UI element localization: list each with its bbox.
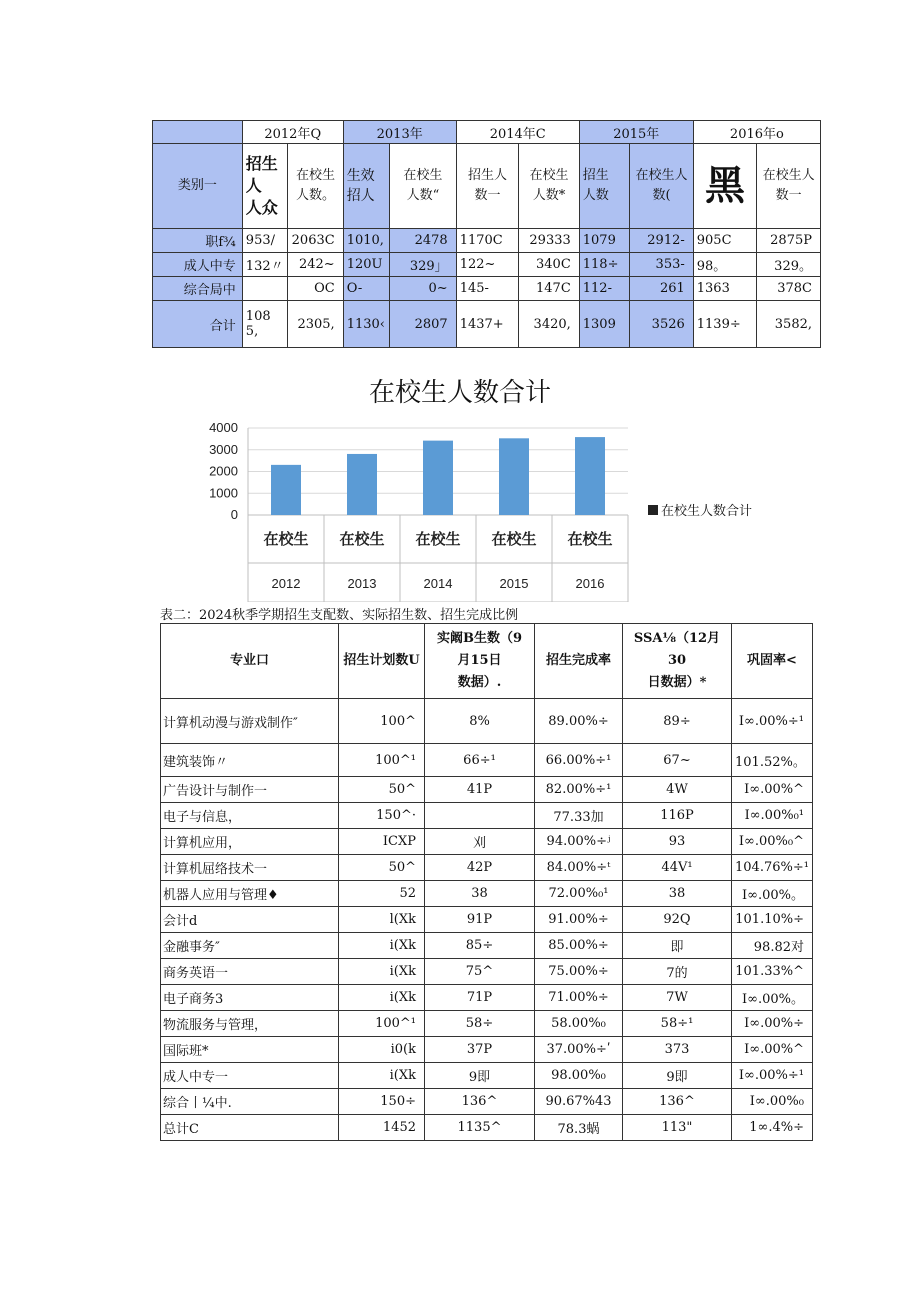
subheader-cell: 在校生 人数。 — [288, 144, 343, 229]
category-header: 类别一 — [153, 144, 243, 229]
table-cell: 50^ — [339, 855, 425, 881]
enrollment-by-year-table — [152, 120, 821, 348]
table-cell: 101.33%^ — [732, 959, 813, 985]
table-row — [161, 881, 813, 907]
table-cell: 1∞.4%÷ — [732, 1115, 813, 1141]
enrollment-completion-table — [160, 623, 813, 1141]
year-header: 2012年Q — [242, 121, 343, 144]
category-label: 在校生 — [415, 530, 461, 548]
table-cell: 116P — [623, 803, 732, 829]
table-cell: 136^ — [623, 1089, 732, 1115]
table-cell: I∞.00%₀ — [732, 1089, 813, 1115]
major-name: 商务英语一 — [161, 959, 339, 985]
table-cell: 145- — [456, 277, 519, 301]
y-tick-label: 0 — [230, 507, 238, 522]
year-header: 2014年C — [456, 121, 579, 144]
table-cell: 2305, — [288, 301, 343, 348]
x-tick-label: 2012 — [271, 576, 301, 591]
table-cell: 1170C — [456, 229, 519, 253]
table-cell: I∞.00%^ — [732, 1037, 813, 1063]
table-cell: 120U — [343, 253, 389, 277]
table-cell: 66.00%÷¹ — [535, 744, 623, 777]
table-cell: 242~ — [288, 253, 343, 277]
table-cell: 9即 — [623, 1063, 732, 1089]
table2-caption: 表二：2024秋季学期招生支配数、实际招生数、招生完成比例 — [160, 608, 519, 623]
table-cell: 42P — [425, 855, 535, 881]
table-cell: 58÷ — [425, 1011, 535, 1037]
table-cell: 37P — [425, 1037, 535, 1063]
table-cell: 136^ — [425, 1089, 535, 1115]
row-label: 综合局中 — [153, 277, 243, 301]
table-row — [161, 777, 813, 803]
table-cell: 122~ — [456, 253, 519, 277]
table-cell: i(Xk — [339, 933, 425, 959]
table-cell: 89÷ — [623, 699, 732, 744]
bar — [347, 454, 377, 515]
table-cell: 72.00%₀¹ — [535, 881, 623, 907]
table-cell: 84.00%÷ᵗ — [535, 855, 623, 881]
table-cell: 150÷ — [339, 1089, 425, 1115]
table-cell: 91P — [425, 907, 535, 933]
table-cell: 93 — [623, 829, 732, 855]
table-cell: 1130‹ — [343, 301, 389, 348]
table-cell: 7W — [623, 985, 732, 1011]
table-cell: 71P — [425, 985, 535, 1011]
table-cell: I∞.00%÷¹ — [732, 1063, 813, 1089]
table-cell: 75^ — [425, 959, 535, 985]
table-cell: 113" — [623, 1115, 732, 1141]
subheader-cell: 招生 人数 — [579, 144, 629, 229]
table-cell: i(Xk — [339, 985, 425, 1011]
table-cell: 67~ — [623, 744, 732, 777]
table-cell: 2063C — [288, 229, 343, 253]
table-cell: 7的 — [623, 959, 732, 985]
row-label: 合计 — [153, 301, 243, 348]
table-cell: 1363 — [693, 277, 757, 301]
table-row — [161, 933, 813, 959]
legend-label: 在校生人数合计 — [661, 504, 753, 519]
table-cell: I∞.00%÷¹ — [732, 699, 813, 744]
major-name: 物流服务与管理， — [161, 1011, 339, 1037]
table-row — [153, 229, 821, 253]
table-cell: 38 — [425, 881, 535, 907]
subheader-cell: 在校生人 数一 — [757, 144, 821, 229]
table-cell: 4W — [623, 777, 732, 803]
y-tick-label: 3000 — [209, 441, 238, 457]
major-name: 综合丨¼中. — [161, 1089, 339, 1115]
table-cell: 261 — [630, 277, 694, 301]
table-cell: 132〃 — [242, 253, 287, 277]
col-header-retention: 巩固率< — [732, 624, 813, 699]
table2-body — [161, 699, 813, 1141]
col-header-plan: 招生计划数U — [339, 624, 425, 699]
table-cell: I∞.00%^ — [732, 777, 813, 803]
bar — [499, 438, 529, 515]
chart-legend — [648, 500, 752, 519]
table-row — [161, 985, 813, 1011]
table-row — [161, 1089, 813, 1115]
corner-cell — [153, 121, 243, 144]
col-header-rate: 招生完成率 — [535, 624, 623, 699]
table-cell: 66÷¹ — [425, 744, 535, 777]
table2-header-row — [161, 624, 813, 699]
table-cell: 41P — [425, 777, 535, 803]
table-cell: 2912- — [630, 229, 694, 253]
bar — [423, 441, 453, 515]
subheader-cell: 招生人 人众 — [242, 144, 287, 229]
category-label: 在校生 — [339, 530, 385, 548]
category-label: 在校生 — [491, 530, 537, 548]
major-name: 计算机动漫与游戏制作″ — [161, 699, 339, 744]
major-name: 国际班* — [161, 1037, 339, 1063]
table-row — [161, 1063, 813, 1089]
category-label: 在校生 — [567, 530, 613, 548]
table-row — [161, 855, 813, 881]
y-tick-label: 2000 — [209, 463, 238, 479]
table-cell: i(Xk — [339, 959, 425, 985]
table-cell: I∞.00%₀¹ — [732, 803, 813, 829]
major-name: 成人中专一 — [161, 1063, 339, 1089]
table-cell: 94.00%÷ʲ — [535, 829, 623, 855]
x-tick-label: 2013 — [347, 576, 377, 591]
table-cell: I∞.00%。 — [732, 985, 813, 1011]
table-row — [161, 829, 813, 855]
table-cell: 353- — [630, 253, 694, 277]
table-row — [161, 1115, 813, 1141]
subheader-cell: 生效 招人 — [343, 144, 389, 229]
table-cell: 37.00%÷ʹ — [535, 1037, 623, 1063]
table-cell: 104.76%÷¹ — [732, 855, 813, 881]
table-cell: i(Xk — [339, 1063, 425, 1089]
col-header-dec30: SSA⅛（12月30 日数据）* — [623, 624, 732, 699]
table-cell: 329。 — [757, 253, 821, 277]
y-tick-label: 4000 — [209, 420, 238, 435]
table-row — [161, 744, 813, 777]
year-header: 2015年 — [579, 121, 693, 144]
major-name: 机器人应用与管理♦ — [161, 881, 339, 907]
table-cell: 2807 — [390, 301, 457, 348]
year-header: 2013年 — [343, 121, 456, 144]
subheader-cell: 黑 — [693, 144, 757, 229]
table-row — [153, 277, 821, 301]
table-cell: 1139÷ — [693, 301, 757, 348]
bar — [575, 437, 605, 515]
table-cell: 44V¹ — [623, 855, 732, 881]
table-cell: 50^ — [339, 777, 425, 803]
table-cell: 118÷ — [579, 253, 629, 277]
table-cell: 90.67%43 — [535, 1089, 623, 1115]
table-row — [161, 907, 813, 933]
subheader-cell: 在校生 人数“ — [390, 144, 457, 229]
major-name: 总计C — [161, 1115, 339, 1141]
table-cell: 29333 — [519, 229, 580, 253]
table-cell: 98.00%₀ — [535, 1063, 623, 1089]
table-cell: 1135^ — [425, 1115, 535, 1141]
subheader-cell: 在校生 人数* — [519, 144, 580, 229]
table-cell: O- — [343, 277, 389, 301]
year-header-row — [153, 121, 821, 144]
table-cell: 9即 — [425, 1063, 535, 1089]
bar-chart — [190, 418, 640, 602]
table-cell: 82.00%÷¹ — [535, 777, 623, 803]
table-cell: 340C — [519, 253, 580, 277]
table-cell: 1010, — [343, 229, 389, 253]
table-cell: 329」 — [390, 253, 457, 277]
row-label: 成人中专 — [153, 253, 243, 277]
table-cell: 905C — [693, 229, 757, 253]
table-cell: 100^ — [339, 699, 425, 744]
subheader-cell: 招生人 数一 — [456, 144, 519, 229]
table-cell: 71.00%÷ — [535, 985, 623, 1011]
year-header: 2016年o — [693, 121, 820, 144]
major-name: 金融事务″ — [161, 933, 339, 959]
major-name: 广告设计与制作一 — [161, 777, 339, 803]
major-name: 计算机屈络技术一 — [161, 855, 339, 881]
table-cell — [425, 803, 535, 829]
table-cell: OC — [288, 277, 343, 301]
table-cell: l(Xk — [339, 907, 425, 933]
x-tick-label: 2015 — [499, 576, 529, 591]
x-tick-label: 2016 — [575, 576, 605, 591]
table-cell — [242, 277, 287, 301]
x-tick-label: 2014 — [423, 576, 453, 591]
chart-title: 在校生人数合计 — [368, 378, 551, 408]
table-row — [161, 1011, 813, 1037]
table-cell: 91.00%÷ — [535, 907, 623, 933]
table-cell: I∞.00%÷ — [732, 1011, 813, 1037]
table-cell: ICXP — [339, 829, 425, 855]
table-cell: 101.10%÷ — [732, 907, 813, 933]
table-cell: 2875P — [757, 229, 821, 253]
table-cell: 刈 — [425, 829, 535, 855]
y-tick-label: 1000 — [209, 485, 238, 501]
table-cell: 98。 — [693, 253, 757, 277]
subheader-row — [153, 144, 821, 229]
table-row — [161, 1037, 813, 1063]
table-cell: I∞.00%₀^ — [732, 829, 813, 855]
table-cell: 112- — [579, 277, 629, 301]
table-cell: 92Q — [623, 907, 732, 933]
table-cell: 108 5, — [242, 301, 287, 348]
table-cell: 58÷¹ — [623, 1011, 732, 1037]
table-row — [161, 959, 813, 985]
col-header-actual: 实阚B生数（9 月15日 数据）. — [425, 624, 535, 699]
table-cell: 1309 — [579, 301, 629, 348]
category-label: 在校生 — [263, 530, 309, 548]
table-cell: 85.00%÷ — [535, 933, 623, 959]
table-cell: 373 — [623, 1037, 732, 1063]
table-cell: 1079 — [579, 229, 629, 253]
table-cell: 1437+ — [456, 301, 519, 348]
table-cell: 98.82对 — [732, 933, 813, 959]
table-cell: 100^¹ — [339, 744, 425, 777]
table-cell: 3582, — [757, 301, 821, 348]
table-cell: 0~ — [390, 277, 457, 301]
table-cell: 101.52%。 — [732, 744, 813, 777]
table-row — [161, 699, 813, 744]
table-cell: 8% — [425, 699, 535, 744]
table-cell: 147C — [519, 277, 580, 301]
table-cell: 75.00%÷ — [535, 959, 623, 985]
table-cell: 378C — [757, 277, 821, 301]
legend-swatch — [648, 505, 658, 515]
table-cell: 38 — [623, 881, 732, 907]
major-name: 会计d — [161, 907, 339, 933]
subheader-cell: 在校生人 数( — [630, 144, 694, 229]
table-cell: 100^¹ — [339, 1011, 425, 1037]
table-cell: 89.00%÷ — [535, 699, 623, 744]
table-row — [161, 803, 813, 829]
table-cell: 3420, — [519, 301, 580, 348]
bar — [271, 465, 301, 515]
col-header-major: 专业口 — [161, 624, 339, 699]
table-cell: 150^· — [339, 803, 425, 829]
table-cell: 52 — [339, 881, 425, 907]
table-cell: 3526 — [630, 301, 694, 348]
table-cell: 953/ — [242, 229, 287, 253]
table-cell: 2478 — [390, 229, 457, 253]
table-cell: 78.3蜗 — [535, 1115, 623, 1141]
table-row — [153, 253, 821, 277]
major-name: 建筑装饰〃 — [161, 744, 339, 777]
table-cell: 1452 — [339, 1115, 425, 1141]
table-cell: 58.00%₀ — [535, 1011, 623, 1037]
major-name: 计算机应用， — [161, 829, 339, 855]
enrollment-table-body — [153, 229, 821, 348]
major-name: 电子与信息， — [161, 803, 339, 829]
table-cell: 85÷ — [425, 933, 535, 959]
table-cell: 77.33加 — [535, 803, 623, 829]
table-cell: 即 — [623, 933, 732, 959]
table-row — [153, 301, 821, 348]
table-cell: i0(k — [339, 1037, 425, 1063]
table-cell: I∞.00%。 — [732, 881, 813, 907]
row-label: 职f¾ — [153, 229, 243, 253]
major-name: 电子商务3 — [161, 985, 339, 1011]
